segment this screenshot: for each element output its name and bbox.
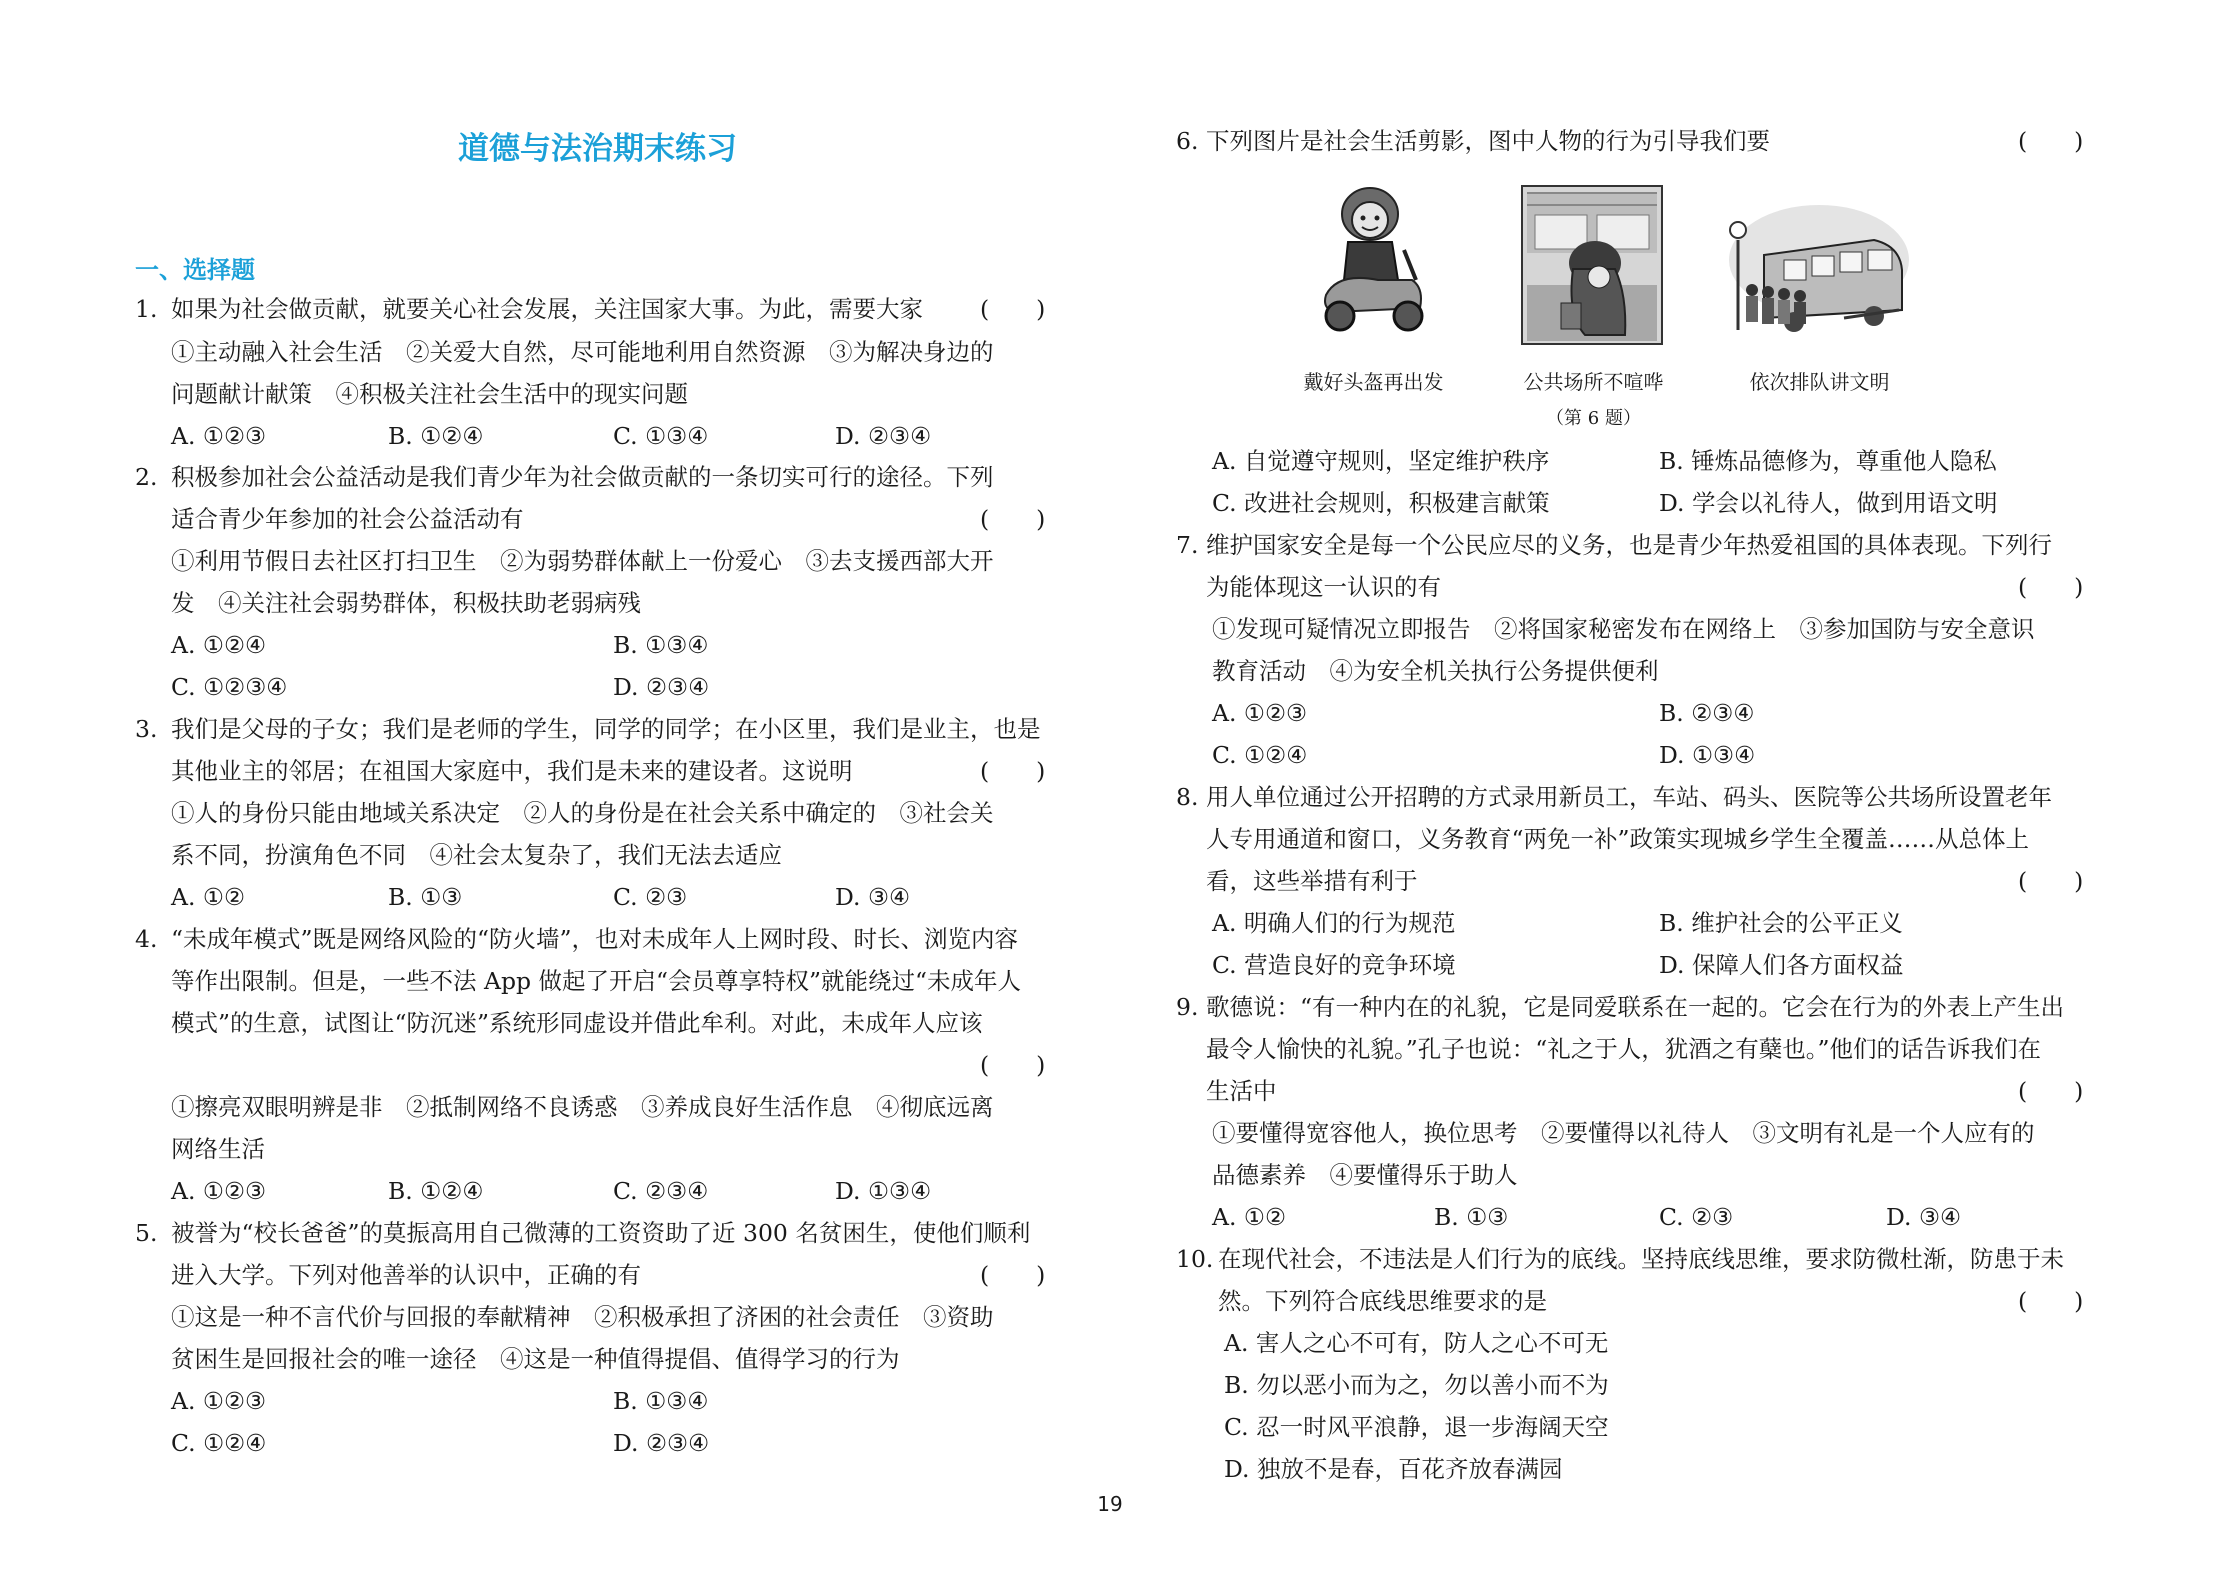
- question-stem: 积极参加社会公益活动是我们青少年为社会做贡献的一条切实可行的途径。下列: [171, 463, 994, 491]
- question-stem: 最令人愉快的礼貌。”孔子也说：“礼之于人，犹酒之有蘖也。”他们的话告诉我们在: [1206, 1035, 2042, 1063]
- option-c: C. ①③④: [613, 422, 709, 450]
- question-stem: 用人单位通过公开招聘的方式录用新员工，车站、码头、医院等公共场所设置老年: [1206, 783, 2052, 811]
- option-a: A. ①②③: [171, 1387, 267, 1415]
- page-title: 道德与法治期末练习: [458, 131, 737, 167]
- option-c: C. ②③: [1659, 1203, 1734, 1231]
- option-a: A. 自觉遵守规则，坚定维护秩序: [1212, 447, 1550, 475]
- answer-bracket: ( ): [2018, 573, 2084, 601]
- statement-line: 问题献计献策 ④积极关注社会生活中的现实问题: [171, 380, 688, 408]
- question-number: 1.: [135, 295, 158, 323]
- option-a: A. ①②③: [1212, 699, 1308, 727]
- option-c: C. 营造良好的竞争环境: [1212, 951, 1456, 979]
- option-b: B. ①③: [1434, 1203, 1509, 1231]
- option-d: D. ②③④: [613, 673, 710, 701]
- option-c: C. ①②④: [171, 1429, 267, 1457]
- statement-line: ①人的身份只能由地域关系决定 ②人的身份是在社会关系中确定的 ③社会关: [171, 799, 994, 827]
- option-b: B. ①③: [388, 883, 463, 911]
- question-number: 9.: [1176, 993, 1199, 1021]
- question-stem: 歌德说：“有一种内在的礼貌，它是同爱联系在一起的。它会在行为的外表上产生出: [1206, 993, 2065, 1021]
- question-stem: 维护国家安全是每一个公民应尽的义务，也是青少年热爱祖国的具体表现。下列行: [1206, 531, 2052, 559]
- question-stem: 等作出限制。但是，一些不法 App 做起了开启“会员尊享特权”就能绕过“未成年人: [171, 967, 1022, 995]
- question-stem: 如果为社会做贡献，就要关心社会发展，关注国家大事。为此，需要大家: [171, 295, 923, 323]
- option-b: B. ①②④: [388, 422, 484, 450]
- option-d: D. 保障人们各方面权益: [1659, 951, 1904, 979]
- option-c: C. ①②③④: [171, 673, 288, 701]
- question-number: 2.: [135, 463, 158, 491]
- statement-line: ①这是一种不言代价与回报的奉献精神 ②积极承担了济困的社会责任 ③资助: [171, 1303, 994, 1331]
- answer-bracket: ( ): [2018, 127, 2084, 155]
- image-caption: 公共场所不喧哗: [1523, 370, 1664, 394]
- question-stem: 下列图片是社会生活剪影，图中人物的行为引导我们要: [1206, 127, 1770, 155]
- question-number: 3.: [135, 715, 158, 743]
- statement-line: 教育活动 ④为安全机关执行公务提供便利: [1212, 657, 1659, 685]
- option-b: B. ①③④: [613, 1387, 709, 1415]
- option-a: A. ①②: [171, 883, 246, 911]
- option-b: B. ①③④: [613, 631, 709, 659]
- option-d: D. 学会以礼待人，做到用语文明: [1659, 489, 1998, 517]
- option-a: A. ①②③: [171, 422, 267, 450]
- answer-bracket: ( ): [980, 295, 1046, 323]
- statement-line: ①利用节假日去社区打扫卫生 ②为弱势群体献上一份爱心 ③去支援西部大开: [171, 547, 994, 575]
- question-stem: 适合青少年参加的社会公益活动有: [171, 505, 524, 533]
- option-d: D. ②③④: [835, 422, 932, 450]
- helmet-rider-illustration: [1308, 180, 1438, 340]
- question-stem: 看，这些举措有利于: [1206, 867, 1418, 895]
- answer-bracket: ( ): [980, 1051, 1046, 1079]
- question-number: 6.: [1176, 127, 1199, 155]
- question-number: 7.: [1176, 531, 1199, 559]
- option-c: C. ②③: [613, 883, 688, 911]
- question-stem: 模式”的生意，试图让“防沉迷”系统形同虚设并借此牟利。对此，未成年人应该: [171, 1009, 983, 1037]
- statement-line: 品德素养 ④要懂得乐于助人: [1212, 1161, 1518, 1189]
- image-caption: 戴好头盔再出发: [1303, 370, 1444, 394]
- statement-line: ①发现可疑情况立即报告 ②将国家秘密发布在网络上 ③参加国防与安全意识: [1212, 615, 2035, 643]
- option-b: B. 锤炼品德修为，尊重他人隐私: [1659, 447, 1997, 475]
- question-stem: 人专用通道和窗口，义务教育“两免一补”政策实现城乡学生全覆盖……从总体上: [1206, 825, 2030, 853]
- statement-line: ①主动融入社会生活 ②关爱大自然，尽可能地利用自然资源 ③为解决身边的: [171, 338, 994, 366]
- question-number: 8.: [1176, 783, 1199, 811]
- question-stem: 在现代社会，不违法是人们行为的底线。坚持底线思维，要求防微杜渐，防患于未: [1218, 1245, 2064, 1273]
- page-number: 19: [1097, 1492, 1123, 1516]
- question-stem: 生活中: [1206, 1077, 1277, 1105]
- option-b: B. ①②④: [388, 1177, 484, 1205]
- question-stem: 被誉为“校长爸爸”的莫振高用自己微薄的工资资助了近 300 名贫困生，使他们顺利: [171, 1219, 1031, 1247]
- answer-bracket: ( ): [2018, 867, 2084, 895]
- option-b: B. 维护社会的公平正义: [1659, 909, 1903, 937]
- question-stem: “未成年模式”既是网络风险的“防火墙”，也对未成年人上网时段、时长、浏览内容: [171, 925, 1019, 953]
- option-b: B. ②③④: [1659, 699, 1755, 727]
- question-number: 10.: [1176, 1245, 1214, 1273]
- statement-line: 网络生活: [171, 1135, 265, 1163]
- question-stem: 然。下列符合底线思维要求的是: [1218, 1287, 1547, 1315]
- option-d: D. ③④: [1886, 1203, 1962, 1231]
- question-stem: 进入大学。下列对他善举的认识中，正确的有: [171, 1261, 641, 1289]
- option-a: A. ①②④: [171, 631, 267, 659]
- queue-bus-illustration: [1724, 200, 1909, 350]
- statement-line: ①要懂得宽容他人，换位思考 ②要懂得以礼待人 ③文明有礼是一个人应有的: [1212, 1119, 2035, 1147]
- option-d: D. ③④: [835, 883, 911, 911]
- statement-line: 系不同，扮演角色不同 ④社会太复杂了，我们无法去适应: [171, 841, 782, 869]
- option-c: C. 忍一时风平浪静，退一步海阔天空: [1224, 1413, 1609, 1441]
- question-number: 4.: [135, 925, 158, 953]
- answer-bracket: ( ): [980, 1261, 1046, 1289]
- option-d: D. ①③④: [835, 1177, 932, 1205]
- option-a: A. 害人之心不可有，防人之心不可无: [1224, 1329, 1609, 1357]
- option-a: A. ①②: [1212, 1203, 1287, 1231]
- question-stem: 其他业主的邻居；在祖国大家庭中，我们是未来的建设者。这说明: [171, 757, 853, 785]
- option-d: D. ①③④: [1659, 741, 1756, 769]
- question-stem: 我们是父母的子女；我们是老师的学生，同学的同学；在小区里，我们是业主，也是: [171, 715, 1041, 743]
- statement-line: ①擦亮双眼明辨是非 ②抵制网络不良诱惑 ③养成良好生活作息 ④彻底远离: [171, 1093, 994, 1121]
- section-heading: 一、选择题: [135, 256, 255, 284]
- option-a: A. 明确人们的行为规范: [1212, 909, 1456, 937]
- question-stem: 为能体现这一认识的有: [1206, 573, 1441, 601]
- option-d: D. ②③④: [613, 1429, 710, 1457]
- answer-bracket: ( ): [980, 505, 1046, 533]
- answer-bracket: ( ): [2018, 1287, 2084, 1315]
- option-b: B. 勿以恶小而为之，勿以善小而不为: [1224, 1371, 1609, 1399]
- figure-caption: （第 6 题）: [1546, 408, 1641, 429]
- option-c: C. ①②④: [1212, 741, 1308, 769]
- statement-line: 发 ④关注社会弱势群体，积极扶助老弱病残: [171, 589, 641, 617]
- answer-bracket: ( ): [980, 757, 1046, 785]
- answer-bracket: ( ): [2018, 1077, 2084, 1105]
- option-c: C. 改进社会规则，积极建言献策: [1212, 489, 1550, 517]
- question-number: 5.: [135, 1219, 158, 1247]
- quiet-public-place-illustration: [1521, 185, 1663, 345]
- option-a: A. ①②③: [171, 1177, 267, 1205]
- statement-line: 贫困生是回报社会的唯一途径 ④这是一种值得提倡、值得学习的行为: [171, 1345, 900, 1373]
- option-d: D. 独放不是春，百花齐放春满园: [1224, 1455, 1563, 1483]
- option-c: C. ②③④: [613, 1177, 709, 1205]
- image-caption: 依次排队讲文明: [1749, 370, 1890, 394]
